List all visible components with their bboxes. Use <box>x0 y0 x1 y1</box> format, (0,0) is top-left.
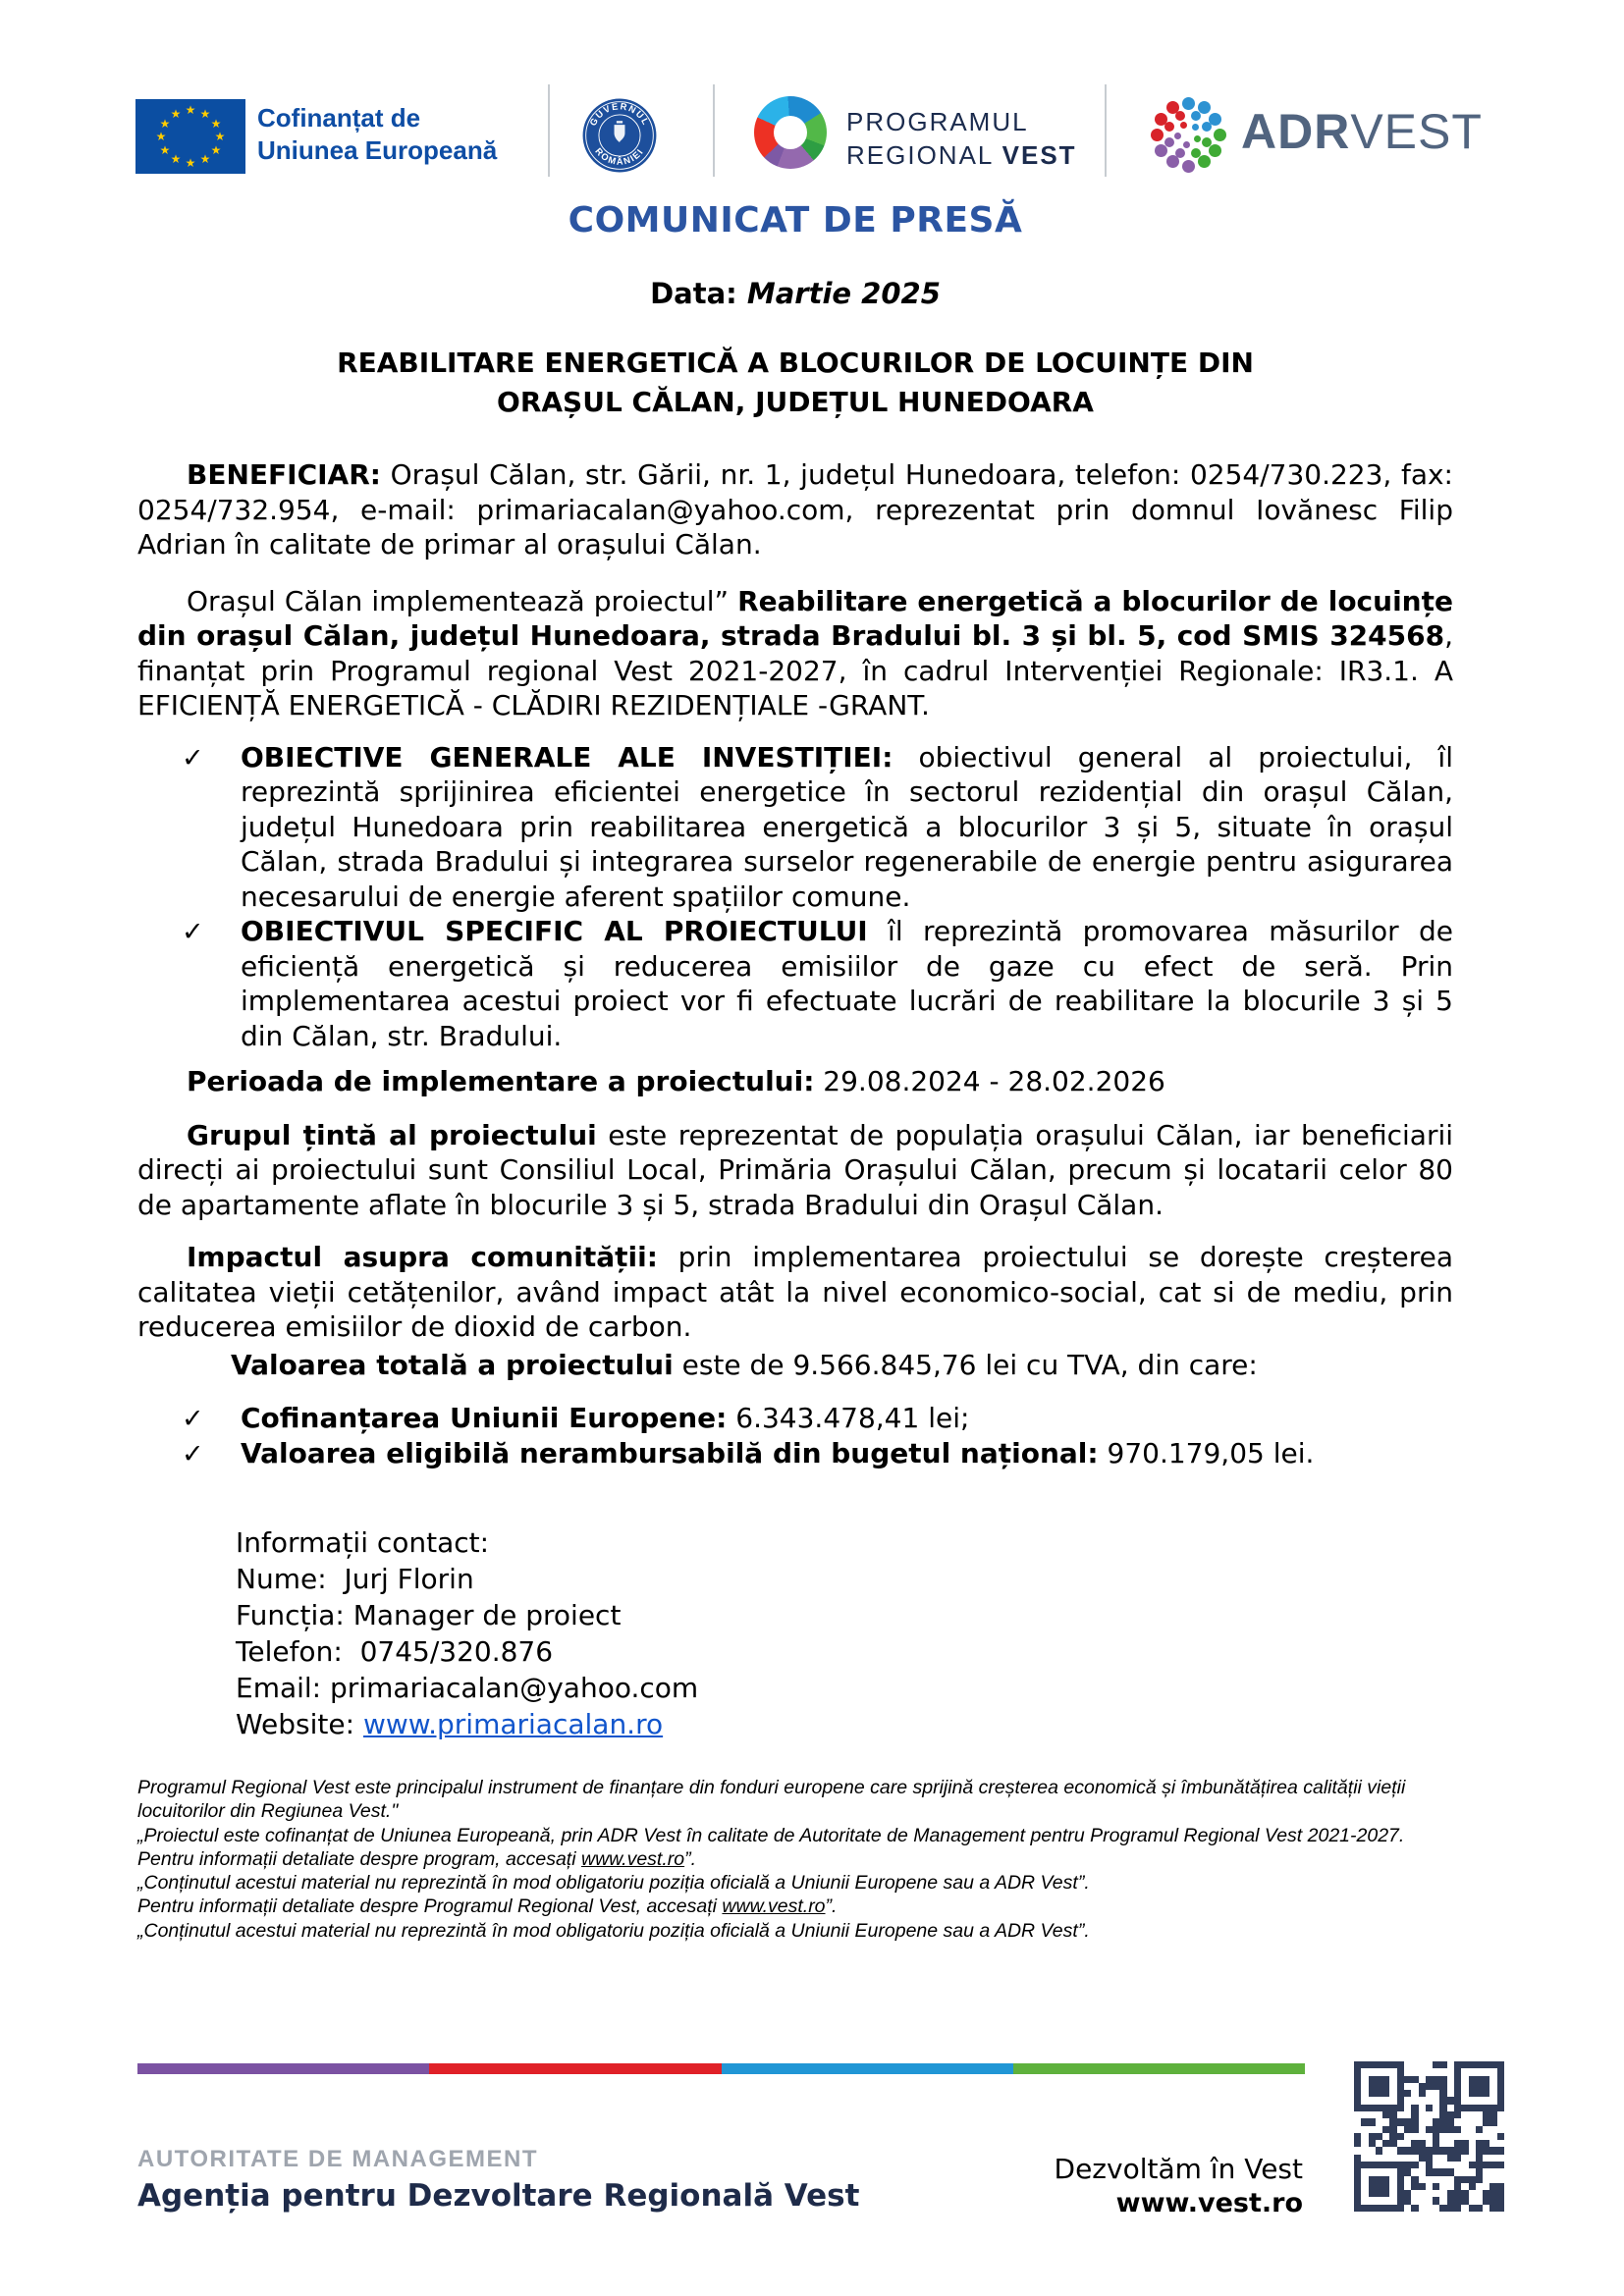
footer-website: www.vest.ro <box>1115 2188 1303 2218</box>
contact-website-link[interactable]: www.primariacalan.ro <box>362 1708 664 1740</box>
contact-block <box>236 1524 1453 1742</box>
total-value-label: Valoarea totală a proiectului <box>231 1348 674 1381</box>
eu-flag-icon: ★ ★ ★ ★ ★ ★ ★ ★ ★ ★ ★ ★ <box>135 99 245 174</box>
objective-item-general <box>137 740 1453 915</box>
date-value: Martie 2025 <box>746 277 941 310</box>
financing-item-eu <box>137 1401 1453 1436</box>
adr-bold-text: ADR <box>1241 104 1351 159</box>
project-intro-text: Orașul Călan implementează proiectul” <box>187 584 738 617</box>
objective-specific-text: îl reprezintă promovarea măsurilor de eficiență energetică și reducerea emisiilor de gaze cu efect de seră. Prin implementarea acestui proiect vor fi efectuate lucrări de reabilitare la blocurile 3 și 5 din Călan, str. Bradului. <box>241 915 1453 1052</box>
agency-name: Agenția pentru Dezvoltare Regională Vest <box>137 2178 860 2214</box>
contact-website-label: Website: <box>236 1708 355 1740</box>
headline-line1: REABILITARE ENERGETICĂ A BLOCURILOR DE LOCUINȚE DIN <box>337 347 1254 379</box>
project-name-bold: Reabilitare energetică a blocurilor de locuințe din orașul Călan, județul Hunedoara, strada Bradului bl. 3 și bl. 5, cod SMIS 324568 <box>137 584 1453 652</box>
project-paragraph <box>137 584 1453 723</box>
period-label: Perioada de implementare a proiectului: <box>187 1065 815 1097</box>
total-value-text: este de 9.566.845,76 lei cu TVA, din care: <box>673 1348 1258 1381</box>
financing-list <box>137 1401 1453 1470</box>
eu-cofinancing-label: Cofinanțarea Uniunii Europene: <box>241 1402 728 1434</box>
eu-cofinancing-value: 6.343.478,41 lei; <box>727 1402 970 1434</box>
contact-website-row <box>236 1706 1453 1742</box>
contact-email-label: Email: <box>236 1672 322 1704</box>
check-icon: ✓ <box>182 1438 204 1469</box>
national-budget-value: 970.179,05 lei. <box>1098 1436 1315 1469</box>
target-group-label: Grupul țintă al proiectului <box>187 1118 597 1151</box>
contact-role-label: Funcția: <box>236 1599 345 1631</box>
implementation-period-line <box>137 1064 1453 1099</box>
footer-color-bar <box>137 2063 1305 2074</box>
document-body <box>137 0 1453 1943</box>
disclaimer-line-5: „Conținutul acestui material nu reprezintă în mod obligatoriu poziția oficială a Uniunii Europene sau a ADR Vest”. <box>137 1919 1090 1942</box>
period-value: 29.08.2024 - 28.02.2026 <box>814 1065 1165 1097</box>
impact-label: Impactul asupra comunității: <box>187 1241 658 1273</box>
contact-role-row <box>236 1597 1453 1633</box>
beneficiary-paragraph <box>137 457 1453 562</box>
contact-phone-label: Telefon: <box>236 1635 343 1668</box>
contact-email-value: primariacalan@yahoo.com <box>330 1672 699 1704</box>
project-headline <box>137 344 1453 422</box>
beneficiary-label: BENEFICIAR: <box>187 458 381 491</box>
objectives-list <box>137 740 1453 1054</box>
contact-phone-row <box>236 1633 1453 1670</box>
community-impact-paragraph <box>137 1240 1453 1345</box>
impact-text: prin implementarea proiectului se dorește creșterea calitatea vieții cetățenilor, având impact atât la nivel economico-social, cat si de mediu, prin reducerea emisiilor de dioxid de carbon. <box>137 1241 1454 1343</box>
check-icon: ✓ <box>182 742 204 774</box>
beneficiary-text: Orașul Călan, str. Gării, nr. 1, județul Hunedoara, telefon: 0254/730.223, fax: 0254/732.954, e-mail: primariacalan@yahoo.com, reprezentat prin domnul Iovănesc Filip Adrian în calitate de primar al orașului Călan. <box>137 458 1453 561</box>
objective-item-specific <box>137 914 1453 1053</box>
disclaimer-line-2 <box>137 1824 1453 1872</box>
objective-specific-label: OBIECTIVUL SPECIFIC AL PROIECTULUI <box>241 915 868 947</box>
contact-name-row <box>236 1561 1453 1597</box>
authority-label: AUTORITATE DE MANAGEMENT <box>137 2146 538 2172</box>
target-group-paragraph <box>137 1118 1453 1223</box>
date-line <box>137 276 1453 311</box>
check-icon: ✓ <box>182 917 204 947</box>
adr-vest-text: VEST <box>1350 104 1483 159</box>
disclaimer-line-4 <box>137 1895 1453 1918</box>
contact-phone-value: 0745/320.876 <box>359 1635 554 1668</box>
financing-item-national <box>137 1436 1453 1471</box>
eu-caption-line2: Uniunea Europeană <box>257 135 498 165</box>
eu-caption-line1: Cofinanțat de <box>257 103 421 133</box>
prv-vest-text: VEST <box>1001 140 1077 170</box>
legal-disclaimer <box>137 1776 1453 1943</box>
disclaimer-line-1: Programul Regional Vest este principalul instrument de finanțare din fonduri europene care sprijină creșterea economică și îmbunătățirea calității vieții locuitorilor din Regiunea Vest." <box>137 1777 1406 1823</box>
objective-general-label: OBIECTIVE GENERALE ALE INVESTIȚIEI: <box>241 740 893 774</box>
press-release-title: COMUNICAT DE PRESĂ <box>568 200 1023 240</box>
contact-email-row <box>236 1670 1453 1706</box>
check-icon: ✓ <box>182 1404 204 1434</box>
disclaimer-line-4-end: ”. <box>825 1896 838 1918</box>
objective-general-text: obiectivul general al proiectului, îl reprezintă sprijinirea eficientei energetice în sectorul rezidențial din orașul Călan, județul Hunedoara prin reabilitarea energetică a blocurilor 3 și 5, situate în orașul Călan, strada Bradului și integrarea surselor regenerabile de energie pentru asigurarea necesarului de energie aferent spațiilor comune. <box>241 740 1453 913</box>
disclaimer-line-3: „Conținutul acestui material nu reprezintă în mod obligatoriu poziția oficială a Uniunii Europene sau a ADR Vest”. <box>137 1872 1090 1895</box>
disclaimer-line-4-text: Pentru informații detaliate despre Programul Regional Vest, accesați <box>137 1896 723 1918</box>
project-rest-text: , finanțat prin Programul regional Vest 2021-2027, în cadrul Intervenției Regionale: IR3.1. A EFICIENȚĂ ENERGETICĂ - CLĂDIRI REZIDENȚIALE -GRANT. <box>137 619 1453 721</box>
qr-code <box>1354 2061 1504 2212</box>
prv-caption-line1: PROGRAMUL <box>846 107 1029 136</box>
contact-name-label: Nume: <box>236 1563 327 1595</box>
disclaimer-line-2-end: ”. <box>684 1847 697 1870</box>
contact-heading: Informații contact: <box>236 1526 490 1559</box>
date-label: Data: <box>650 277 737 310</box>
vest-ro-link[interactable]: www.vest.ro <box>722 1896 826 1918</box>
gov-seal-text-top: GUVERNUL <box>587 101 652 128</box>
contact-role-value: Manager de proiect <box>352 1599 622 1631</box>
prv-regional-text: REGIONAL <box>846 140 1002 170</box>
headline-line2: ORAȘUL CĂLAN, JUDEȚUL HUNEDOARA <box>497 386 1094 418</box>
vest-ro-link[interactable]: www.vest.ro <box>580 1847 685 1870</box>
disclaimer-line-2-text: „Proiectul este cofinanțat de Uniunea Europeană, prin ADR Vest în calitate de Autoritate de Management pentru Programul Regional Vest 2021-2027. Pentru informații detaliate despre program, accesați <box>137 1824 1405 1870</box>
target-group-text: este reprezentat de populația orașului Călan, iar beneficiarii direcți ai proiectului sunt Consiliul Local, Primăria Orașului Călan, precum și locatarii celor 80 de apartamente aflate în blocurile 3 și 5, strada Bradului din Orașul Călan. <box>137 1118 1454 1221</box>
contact-name-value: Jurj Florin <box>344 1563 474 1595</box>
total-value-line <box>231 1348 1453 1383</box>
national-budget-label: Valoarea eligibilă nerambursabilă din bugetul național: <box>241 1436 1099 1469</box>
footer-slogan: Dezvoltăm în Vest <box>1054 2153 1303 2185</box>
gov-seal-text-bottom: ROMÂNIEI <box>593 145 646 167</box>
